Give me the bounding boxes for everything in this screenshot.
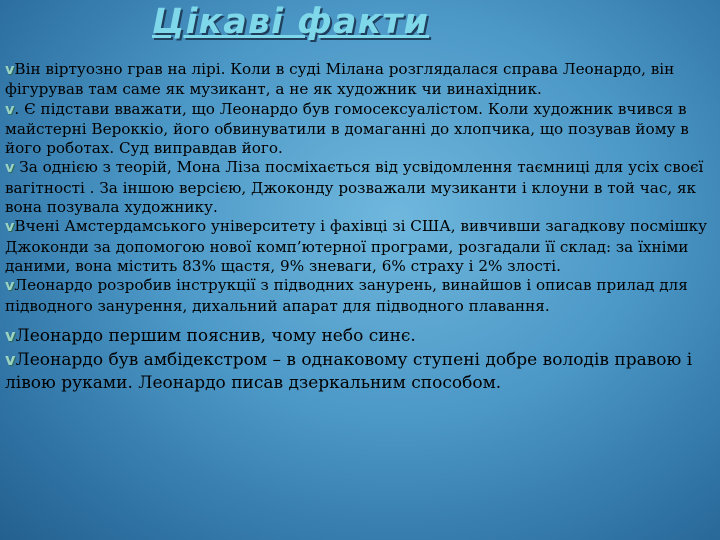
- check-mark-icon: v: [5, 349, 16, 369]
- list-item: [5, 158, 713, 217]
- list-item: [5, 100, 713, 159]
- fact-text: Леонардо першим пояснив, чому небо синє.: [15, 325, 416, 346]
- check-mark-icon: v: [5, 325, 16, 345]
- check-mark-icon: v: [5, 278, 15, 295]
- list-item: [5, 276, 713, 316]
- fact-text: Вчені Амстердамського університету і фахівці зі США, вивчивши загадкову посмішку Джоконди за допомогою нової комп’ютерної програми, розгадали її склад: за їхніми даними, вона містить 83% щастя, 9% зневаги, 6% страху і 2% злості.: [5, 217, 708, 275]
- check-mark-icon: v: [5, 160, 15, 177]
- fact-text: Леонардо був амбідекстром – в однаковому ступені добре володів правою і лівою руками. Леонардо писав дзеркальним способом.: [5, 349, 693, 393]
- list-item: [5, 60, 713, 100]
- list-item: [5, 217, 713, 276]
- slide-title: Цікаві факти: [152, 2, 430, 42]
- list-item: [5, 348, 713, 395]
- check-mark-icon: v: [5, 62, 15, 78]
- fact-text: Леонардо розробив інструкції з підводних занурень, винайшов і описав прилад для підводного занурення, дихальний апарат для підводного плавання.: [5, 276, 688, 315]
- list-item: [5, 324, 713, 348]
- check-mark-icon: v: [5, 219, 15, 236]
- check-mark-icon: v: [5, 101, 15, 118]
- fact-text: Він віртуозно грав на лірі. Коли в суді Мілана розглядалася справа Леонардо, він фігурував там саме як музикант, а не як художник чи винахідник.: [5, 60, 675, 99]
- fact-text: За однією з теорій, Мона Ліза посміхається від усвідомлення таємниці для усіх своєї вагітності . За іншою версією, Джоконду розважали музиканти і клоуни в той час, як вона позувала художнику.: [5, 158, 704, 217]
- fact-text: . Є підстави вважати, що Леонардо був гомосексуалістом. Коли художник вчився в майстерні Вероккіо, його обвинуватили в домаганні до хлопчика, що позував йому в його роботах. Суд виправдав його.: [5, 99, 689, 158]
- facts-list: [5, 60, 713, 395]
